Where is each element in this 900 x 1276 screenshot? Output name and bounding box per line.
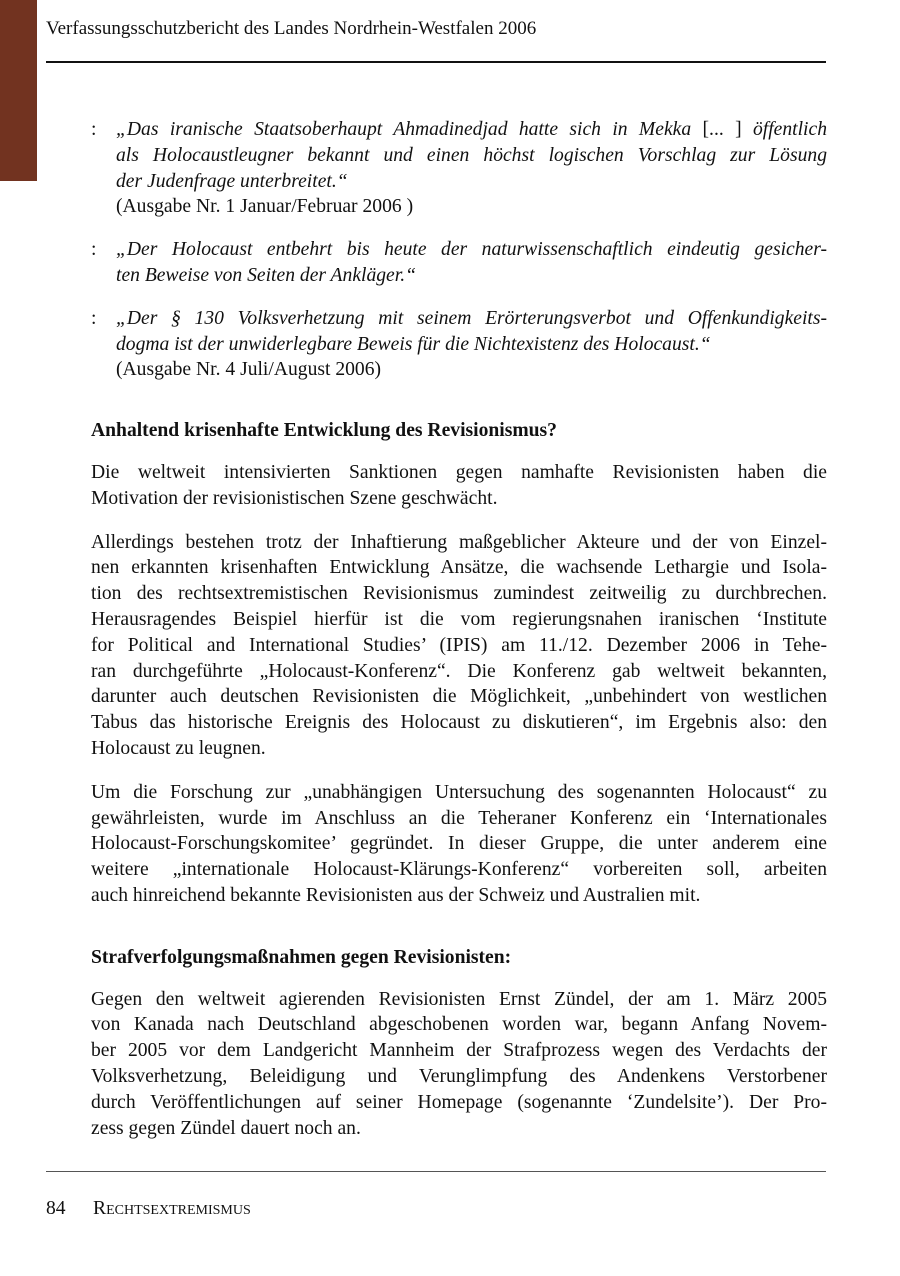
text-line: Herausragendes Beispiel hierfür ist die vom regierungsnahen iranischen ‘Institute bbox=[91, 608, 827, 630]
header-rule bbox=[46, 61, 826, 63]
text-line: Volksverhetzung, Beleidigung und Verunglimpfung des Andenkens Verstorbener bbox=[91, 1065, 827, 1087]
quote-line: „Der Holocaust entbehrt bis heute der naturwissenschaftlich eindeutig gesicher- bbox=[116, 239, 827, 261]
section-heading: Strafverfolgungsmaßnahmen gegen Revisionisten: bbox=[91, 946, 512, 968]
quote-line: ten Beweise von Seiten der Ankläger.“ bbox=[116, 264, 416, 286]
text-line: for Political and International Studies’ (IPIS) am 11./12. Dezember 2006 in Tehe- bbox=[91, 634, 827, 656]
quote-line: als Holocaustleugner bekannt und einen höchst logischen Vorschlag zur Lösung bbox=[116, 144, 827, 166]
text-line: ran durchgeführte „Holocaust-Konferenz“. Die Konferenz gab weltweit bekannten, bbox=[91, 660, 827, 682]
text-line: auch hinreichend bekannte Revisionisten aus der Schweiz und Australien mit. bbox=[91, 884, 701, 906]
text-line: zess gegen Zündel dauert noch an. bbox=[91, 1117, 361, 1139]
quote-item bbox=[91, 237, 827, 289]
text-line: Holocaust-Forschungskomitee’ gegründet. In dieser Gruppe, die unter anderem eine bbox=[91, 833, 827, 855]
quote-line: dogma ist der unwiderlegbare Beweis für die Nichtexistenz des Holocaust.“ bbox=[116, 333, 711, 355]
text-line: von Kanada nach Deutschland abgeschobenen worden war, begann Anfang Novem- bbox=[91, 1014, 827, 1036]
text-line: durch Veröffentlichungen auf seiner Homepage (sogenannte ‘Zundelsite’). Der Pro- bbox=[91, 1091, 827, 1113]
text-line: Gegen den weltweit agierenden Revisionisten Ernst Zündel, der am 1. März 2005 bbox=[91, 988, 827, 1010]
body-paragraph bbox=[91, 460, 827, 512]
quote-line: der Judenfrage unterbreitet.“ bbox=[116, 170, 348, 192]
text-line: weitere „internationale Holocaust-Klärungs-Konferenz“ vorbereiten soll, arbeiten bbox=[91, 859, 827, 881]
page-number: 84 bbox=[46, 1198, 66, 1219]
text-line: Tabus das historische Ereignis des Holocaust zu diskutieren“, im Ergebnis also: den bbox=[91, 712, 827, 734]
footer-rule bbox=[46, 1171, 826, 1172]
footer-section-name: Rechtsextremismus bbox=[93, 1198, 251, 1219]
quote-line: „Das iranische Staatsoberhaupt Ahmadinedjad hatte sich in Mekka [... ] öffentlich bbox=[116, 119, 827, 140]
chapter-color-tab bbox=[0, 0, 37, 181]
body-paragraph bbox=[91, 987, 827, 1142]
quote-item bbox=[91, 117, 827, 220]
quote-source: (Ausgabe Nr. 1 Januar/Februar 2006 ) bbox=[116, 196, 414, 218]
quote-marker: : bbox=[91, 119, 97, 140]
text-line: Holocaust zu leugnen. bbox=[91, 737, 266, 759]
page-body bbox=[91, 117, 827, 1159]
body-paragraph bbox=[91, 780, 827, 909]
quote-marker: : bbox=[91, 307, 97, 329]
quote-item bbox=[91, 306, 827, 383]
ellipsis-bracket: [... ] bbox=[702, 119, 742, 140]
quote-line: „Der § 130 Volksverhetzung mit seinem Erörterungsverbot und Offenkundigkeits- bbox=[116, 307, 827, 329]
text-line: ber 2005 vor dem Landgericht Mannheim der Strafprozess wegen des Verdachts der bbox=[91, 1040, 827, 1062]
text-line: Allerdings bestehen trotz der Inhaftierung maßgeblicher Akteure und der von Einzel- bbox=[91, 531, 827, 553]
text-line: darunter auch deutschen Revisionisten die Möglichkeit, „unbehindert von westlichen bbox=[91, 686, 827, 708]
running-header-title: Verfassungsschutzbericht des Landes Nordrhein-Westfalen 2006 bbox=[46, 18, 537, 39]
text-line: Um die Forschung zur „unabhängigen Untersuchung des sogenannten Holocaust“ zu bbox=[91, 781, 827, 803]
text-line: Motivation der revisionistischen Szene geschwächt. bbox=[91, 487, 498, 509]
text-line: tion des rechtsextremistischen Revisionismus zumindest zeitweilig zu durchbrechen. bbox=[91, 583, 827, 605]
quote-source: (Ausgabe Nr. 4 Juli/August 2006) bbox=[116, 359, 382, 381]
body-paragraph bbox=[91, 530, 827, 762]
text-line: Die weltweit intensivierten Sanktionen gegen namhafte Revisionisten haben die bbox=[91, 461, 827, 483]
quote-marker: : bbox=[91, 239, 97, 261]
section-heading: Anhaltend krisenhafte Entwicklung des Revisionismus? bbox=[91, 420, 557, 442]
text-line: gewährleisten, wurde im Anschluss an die Teheraner Konferenz ein ‘Internationales bbox=[91, 807, 827, 829]
text-line: nen erkannten krisenhaften Entwicklung Ansätze, die wachsende Lethargie und Isola- bbox=[91, 557, 827, 579]
